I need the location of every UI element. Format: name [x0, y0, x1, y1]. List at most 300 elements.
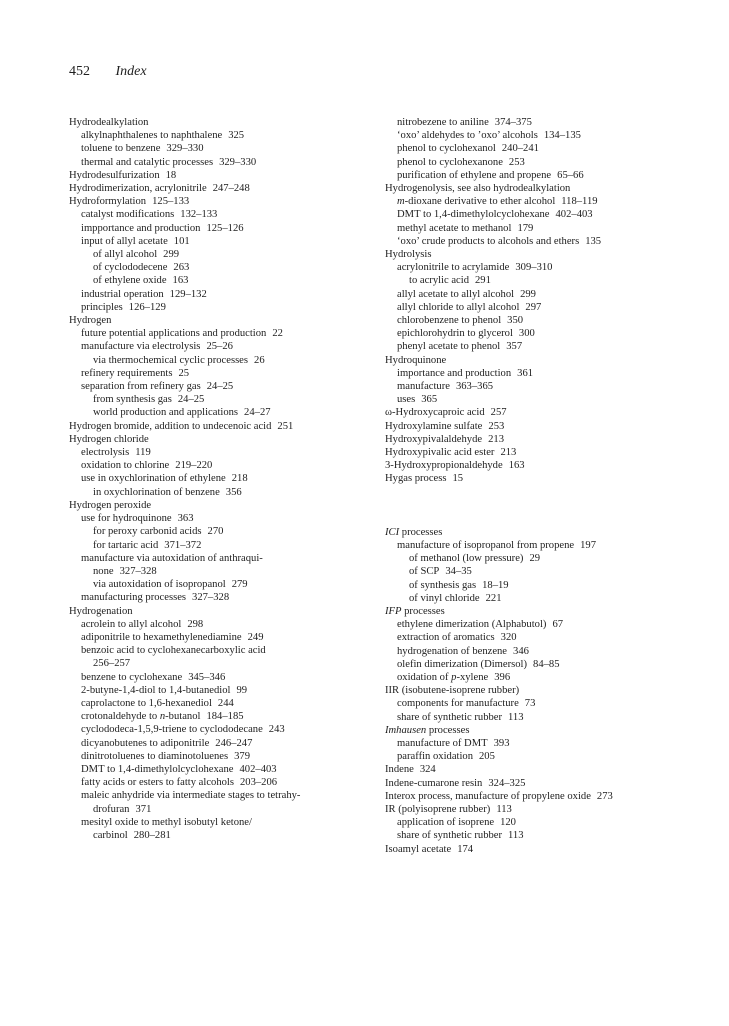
page-ref: 393: [493, 737, 510, 749]
index-subentry: [385, 393, 705, 406]
page-ref: 329–330: [219, 156, 257, 168]
entry-text: phenol to cyclohexanol: [397, 143, 496, 155]
index-subentry: [385, 129, 705, 142]
index-subentry: [69, 406, 369, 419]
index-subentry: [69, 578, 369, 591]
page-ref: 356: [225, 486, 242, 498]
page-ref: 324: [419, 764, 436, 776]
index-subentry: [69, 591, 369, 604]
page-ref: 129–132: [169, 288, 207, 300]
entry-text: benzene to cyclohexane: [81, 671, 183, 683]
entry-text: Hydrogenation: [69, 605, 133, 617]
index-subentry: [385, 592, 705, 605]
page-ref: 279: [231, 579, 248, 591]
entry-text: in oxychlorination of benzene: [93, 486, 220, 498]
page-ref: 125–133: [152, 196, 190, 208]
index-subentry: [69, 671, 369, 684]
index-subentry: [69, 393, 369, 406]
index-subentry: [385, 156, 705, 169]
entry-text: Hydroxypivalic acid ester: [385, 447, 495, 459]
entry-text: Hydrogen peroxide: [69, 499, 152, 511]
index-heading: [385, 446, 705, 459]
page-ref: 213: [500, 447, 517, 459]
index-heading: [69, 195, 369, 208]
entry-text: none: [93, 565, 114, 577]
index-heading: [69, 169, 369, 182]
index-heading: [385, 248, 705, 261]
entry-text: ‘oxo’ crude products to alcohols and ethers: [397, 235, 580, 247]
entry-text: -xylene: [456, 671, 489, 683]
entry-text: ‘oxo’ aldehydes to ’oxo’ alcohols: [397, 130, 538, 142]
entry-text: allyl chloride to allyl alcohol: [397, 301, 520, 313]
index-subentry: [69, 684, 369, 697]
index-subentry: [385, 314, 705, 327]
entry-text: 2-butyne-1,4-diol to 1,4-butanediol: [81, 684, 231, 696]
page-ref: 350: [507, 315, 524, 327]
entry-text: Hydroxypivalaldehyde: [385, 433, 483, 445]
page-ref: 357: [506, 341, 523, 353]
index-subentry: [69, 829, 369, 842]
index-heading: [69, 116, 369, 129]
entry-text: fatty acids or esters to fatty alcohols: [81, 777, 234, 789]
index-subentry: [385, 301, 705, 314]
entry-text: use for hydroquinone: [81, 513, 172, 525]
index-subentry: [69, 644, 369, 657]
entry-text: ICI: [385, 526, 400, 538]
page-ref: 298: [187, 618, 204, 630]
index-subentry: [69, 525, 369, 538]
entry-text: thermal and catalytic processes: [81, 156, 214, 168]
entry-text: future potential applications and production: [81, 328, 267, 340]
entry-text: Hydrodealkylation: [69, 117, 149, 128]
index-subentry: [69, 261, 369, 274]
page-ref: 325: [228, 130, 245, 142]
entry-text: impportance and production: [81, 222, 201, 234]
page-ref: 15: [452, 473, 464, 485]
index-subentry: [69, 776, 369, 789]
index-subentry: [69, 803, 369, 816]
page-ref: 134–135: [543, 130, 581, 142]
index-subentry: [385, 169, 705, 182]
page-ref: 243: [268, 724, 285, 736]
page-ref: 299: [163, 249, 180, 261]
entry-text: benzoic acid to cyclohexanecarboxylic acid: [81, 645, 266, 657]
index-subentry: [69, 789, 369, 802]
entry-text: IIR (isobutene-isoprene rubber): [385, 685, 520, 697]
page-ref: 246–247: [215, 737, 253, 749]
entry-text: purification of ethylene and propene: [397, 169, 552, 181]
index-heading: [385, 459, 705, 472]
index-subentry: [385, 261, 705, 274]
page-ref: 203–206: [239, 777, 278, 789]
page-ref: 113: [508, 711, 524, 723]
entry-text: Hydrolysis: [385, 249, 432, 261]
index-heading: [69, 433, 369, 446]
index-subentry: [69, 539, 369, 552]
index-subentry: [385, 671, 705, 684]
index-subentry: [69, 763, 369, 776]
entry-text: Hydrogen bromide, addition to undecenoic acid: [69, 420, 272, 432]
entry-text: manufacture via electrolysis: [81, 341, 201, 353]
index-heading: [69, 314, 369, 327]
page-ref: 297: [525, 301, 542, 313]
page-ref: 371–372: [164, 539, 202, 551]
entry-text: IFP: [385, 605, 402, 617]
entry-text: dicyanobutenes to adiponitrile: [81, 737, 210, 749]
index-heading: [69, 182, 369, 195]
page-ref: 179: [517, 222, 534, 234]
index-subentry: [385, 737, 705, 750]
index-heading: [385, 803, 705, 816]
page-ref: 120: [500, 817, 516, 829]
entry-text: share of synthetic rubber: [397, 830, 503, 842]
entry-text: of allyl alcohol: [93, 249, 158, 261]
page-number: 452: [69, 64, 90, 79]
running-title: Index: [115, 64, 147, 79]
entry-text: epichlorohydrin to glycerol: [397, 328, 513, 340]
page-ref: 280–281: [133, 829, 171, 841]
entry-text: p: [451, 671, 457, 683]
index-subentry: [385, 327, 705, 340]
entry-text: for tartaric acid: [93, 539, 159, 551]
index-heading: [385, 433, 705, 446]
page-ref: 132–133: [180, 209, 218, 221]
page-ref: 135: [585, 235, 602, 247]
entry-text: of cyclododecene: [93, 262, 168, 274]
entry-text: IR (polyisoprene rubber): [385, 803, 491, 815]
page-ref: 218: [231, 473, 248, 485]
entry-text: manufacture of isopropanol from propene: [397, 539, 575, 551]
page-ref: 101: [173, 235, 190, 247]
page-ref: 22: [272, 328, 283, 340]
entry-text: Hydroformylation: [69, 196, 147, 208]
page-ref: 84–85: [533, 658, 560, 670]
index-subentry: [69, 459, 369, 472]
index-subentry: [385, 195, 705, 208]
index-subentry: [69, 248, 369, 261]
entry-text: manufacture: [397, 381, 450, 393]
page-ref: 273: [596, 790, 613, 802]
page-ref: 379: [234, 750, 251, 762]
page-ref: 253: [508, 156, 525, 168]
entry-text: separation from refinery gas: [81, 381, 201, 393]
page-ref: 18: [165, 169, 177, 181]
entry-text: Hydrodesulfurization: [69, 169, 160, 181]
index-subentry: [69, 697, 369, 710]
index-subentry: [69, 156, 369, 169]
page-header: [69, 64, 147, 80]
entry-text: methyl acetate to methanol: [397, 222, 512, 234]
entry-text: extraction of aromatics: [397, 632, 495, 644]
entry-text: Isoamyl acetate: [385, 843, 452, 855]
index-subentry: [385, 235, 705, 248]
index-subentry: [69, 723, 369, 736]
entry-text: components for manufacture: [397, 698, 519, 710]
index-subentry: [69, 552, 369, 565]
index-subentry: [385, 288, 705, 301]
page-ref: 219–220: [175, 460, 213, 472]
page-ref: 327–328: [192, 592, 230, 604]
entry-text: Hygas process: [385, 473, 447, 485]
entry-text: cyclododeca-1,5,9-triene to cyclododecane: [81, 724, 263, 736]
page-ref: 24–27: [244, 407, 271, 419]
index-subentry: [385, 208, 705, 221]
entry-text: nitrobezene to aniline: [397, 117, 489, 128]
page-ref: 221: [485, 592, 502, 604]
index-subentry: [69, 354, 369, 367]
page-ref: 371: [135, 803, 152, 815]
page-ref: 113: [496, 803, 512, 815]
index-subentry: [69, 380, 369, 393]
page-ref: 396: [494, 671, 511, 683]
entry-text: processes: [401, 605, 445, 617]
index-heading: [385, 790, 705, 803]
page-ref: 257: [490, 407, 507, 419]
entry-text: DMT to 1,4-dimethylolcyclohexane: [81, 763, 234, 775]
index-heading: [385, 724, 705, 737]
page-ref: 320: [500, 632, 517, 644]
entry-text: toluene to benzene: [81, 143, 161, 155]
index-subentry: [69, 750, 369, 763]
page-ref: 402–403: [239, 763, 277, 775]
index-subentry: [385, 116, 705, 129]
entry-text: refinery requirements: [81, 367, 173, 379]
entry-text: catalyst modifications: [81, 209, 175, 221]
page-ref: 345–346: [188, 671, 226, 683]
entry-text: phenyl acetate to phenol: [397, 341, 501, 353]
entry-text: n: [159, 711, 166, 723]
entry-text: adiponitrile to hexamethylenediamine: [81, 631, 242, 643]
page-ref: 363–365: [455, 381, 494, 393]
index-subentry: [69, 274, 369, 287]
page-ref: 327–328: [119, 565, 157, 577]
entry-text: Hydroxylamine sulfate: [385, 420, 483, 432]
index-subentry: [69, 657, 369, 670]
entry-text: drofuran: [93, 803, 130, 815]
entry-text: caprolactone to 1,6-hexanediol: [81, 697, 212, 709]
index-heading: [385, 406, 705, 419]
entry-text: phenol to cyclohexanone: [397, 156, 503, 168]
index-subentry: [385, 552, 705, 565]
entry-text: input of allyl acetate: [81, 235, 168, 247]
page-ref: 346: [513, 645, 529, 657]
index-subentry: [69, 222, 369, 235]
index-heading: [385, 843, 705, 856]
entry-text: paraffin oxidation: [397, 751, 473, 763]
entry-text: chlorobenzene to phenol: [397, 315, 502, 327]
index-subentry: [69, 472, 369, 485]
entry-text: manufacture of DMT: [397, 737, 488, 749]
index-subentry: [385, 816, 705, 829]
index-subentry: [385, 222, 705, 235]
index-subentry: [69, 301, 369, 314]
entry-text: hydrogenation of benzene: [397, 645, 508, 657]
index-heading: [385, 472, 705, 485]
index-subentry: [385, 539, 705, 552]
entry-text: mesityl oxide to methyl isobutyl ketone/: [81, 816, 252, 828]
entry-text: uses: [397, 394, 416, 406]
page-ref: 270: [207, 526, 224, 538]
index-subentry: [385, 565, 705, 578]
entry-text: of ethylene oxide: [93, 275, 167, 287]
index-subentry: [69, 288, 369, 301]
index-subentry: [69, 631, 369, 644]
entry-text: Hydrogenolysis, see also hydrodealkylation: [385, 183, 571, 195]
page-ref: 163: [508, 460, 525, 472]
entry-text: principles: [81, 301, 123, 313]
index-subentry: [69, 340, 369, 353]
page-ref: 126–129: [128, 301, 166, 313]
page-ref: 240–241: [501, 143, 539, 155]
entry-text: -butanol: [165, 711, 201, 723]
entry-text: carbinol: [93, 829, 128, 841]
entry-text: Indene-cumarone resin: [385, 777, 483, 789]
page-ref: 329–330: [166, 143, 204, 155]
entry-text: ω-Hydroxycaproic acid: [385, 407, 485, 419]
page-ref: 113: [508, 830, 524, 842]
entry-text: oxidation to chlorine: [81, 460, 170, 472]
index-column-left: [69, 116, 369, 842]
page-ref: 25: [178, 367, 190, 379]
entry-text: olefin dimerization (Dimersol): [397, 658, 528, 670]
entry-text: DMT to 1,4-dimethylolcyclohexane: [397, 209, 550, 221]
page-ref: 26: [254, 354, 265, 366]
index-heading: [69, 499, 369, 512]
page-ref: 402–403: [555, 209, 593, 221]
entry-text: crotonaldehyde to: [81, 711, 160, 723]
entry-text: dinitrotoluenes to diaminotoluenes: [81, 750, 229, 762]
entry-text: of synthesis gas: [409, 579, 477, 591]
page-ref: 73: [524, 698, 536, 710]
index-subentry: [69, 327, 369, 340]
entry-text: alkylnaphthalenes to naphthalene: [81, 130, 223, 142]
page-ref: 374–375: [494, 117, 532, 128]
index-heading: [69, 605, 369, 618]
entry-text: use in oxychlorination of ethylene: [81, 473, 226, 485]
page-ref: 253: [488, 420, 505, 432]
index-heading: [385, 354, 705, 367]
page-ref: 125–126: [206, 222, 244, 234]
index-subentry: [385, 380, 705, 393]
page-ref: 324–325: [488, 777, 526, 789]
index-subentry: [385, 367, 705, 380]
index-subentry: [385, 829, 705, 842]
entry-text: importance and production: [397, 367, 512, 379]
entry-text: of vinyl chloride: [409, 592, 480, 604]
index-subentry: [385, 750, 705, 763]
index-subentry: [69, 235, 369, 248]
entry-text: via thermochemical cyclic processes: [93, 354, 249, 366]
index-subentry: [69, 618, 369, 631]
index-subentry: [69, 710, 369, 723]
page-ref: 363: [177, 513, 194, 525]
index-subentry: [385, 579, 705, 592]
entry-text: processes: [426, 724, 470, 736]
entry-text: acrolein to allyl alcohol: [81, 618, 182, 630]
entry-text: Indene: [385, 764, 414, 776]
index-heading: [385, 605, 705, 618]
entry-text: oxidation of: [397, 671, 452, 683]
entry-text: 256–257: [93, 658, 131, 670]
page-ref: 249: [247, 631, 264, 643]
page-ref: 163: [172, 275, 189, 287]
page-ref: 361: [517, 367, 534, 379]
entry-text: to acrylic acid: [409, 275, 469, 287]
index-subentry: [385, 340, 705, 353]
page-ref: 365: [421, 394, 438, 406]
page-ref: 99: [236, 684, 248, 696]
index-subentry: [69, 512, 369, 525]
page-ref: 263: [173, 262, 190, 274]
index-subentry: [69, 737, 369, 750]
section-gap: [385, 486, 705, 526]
index-subentry: [69, 486, 369, 499]
index-heading: [385, 777, 705, 790]
index-heading: [385, 684, 705, 697]
page-ref: 118–119: [561, 196, 598, 208]
page-ref: 291: [475, 275, 491, 287]
entry-text: world production and applications: [93, 407, 239, 419]
page-ref: 299: [520, 288, 536, 300]
index-subentry: [385, 618, 705, 631]
index-subentry: [69, 142, 369, 155]
page-ref: 205: [479, 751, 495, 763]
entry-text: Hydrogen chloride: [69, 433, 149, 445]
index-subentry: [385, 658, 705, 671]
page-ref: 18–19: [482, 579, 509, 591]
entry-text: maleic anhydride via intermediate stages to tetrahy-: [81, 790, 301, 802]
index-subentry: [69, 129, 369, 142]
index-subentry: [385, 142, 705, 155]
entry-text: acrylonitrile to acrylamide: [397, 262, 510, 274]
entry-text: share of synthetic rubber: [397, 711, 503, 723]
index-heading: [385, 526, 705, 539]
page-ref: 197: [580, 539, 596, 551]
page-ref: 67: [552, 619, 564, 631]
index-subentry: [69, 208, 369, 221]
page-ref: 300: [518, 328, 535, 340]
page-ref: 24–25: [206, 381, 234, 393]
entry-text: industrial operation: [81, 288, 164, 300]
entry-text: of SCP: [409, 566, 440, 578]
page-ref: 251: [277, 420, 294, 432]
entry-text: ethylene dimerization (Alphabutol): [397, 619, 547, 631]
entry-text: for peroxy carbonid acids: [93, 526, 202, 538]
page-ref: 244: [217, 697, 234, 709]
index-subentry: [385, 631, 705, 644]
entry-text: Interox process, manufacture of propylene oxide: [385, 790, 591, 802]
page-ref: 247–248: [212, 183, 250, 195]
index-subentry: [69, 367, 369, 380]
page-ref: 174: [457, 843, 474, 855]
entry-text: from synthesis gas: [93, 394, 172, 406]
index-subentry: [69, 446, 369, 459]
entry-text: electrolysis: [81, 447, 130, 459]
index-heading: [385, 420, 705, 433]
page-ref: 184–185: [206, 711, 244, 723]
entry-text: allyl acetate to allyl alcohol: [397, 288, 515, 300]
index-column-right: [385, 116, 705, 856]
index-heading: [385, 182, 705, 195]
index-subentry: [385, 711, 705, 724]
entry-text: Hydroquinone: [385, 354, 447, 366]
entry-text: manufacture via autoxidation of anthraqui-: [81, 552, 263, 564]
entry-text: 3-Hydroxypropionaldehyde: [385, 460, 503, 472]
index-subentry: [385, 645, 705, 658]
page-ref: 24–25: [177, 394, 205, 406]
page-ref: 34–35: [445, 566, 472, 578]
page-ref: 65–66: [557, 169, 584, 181]
